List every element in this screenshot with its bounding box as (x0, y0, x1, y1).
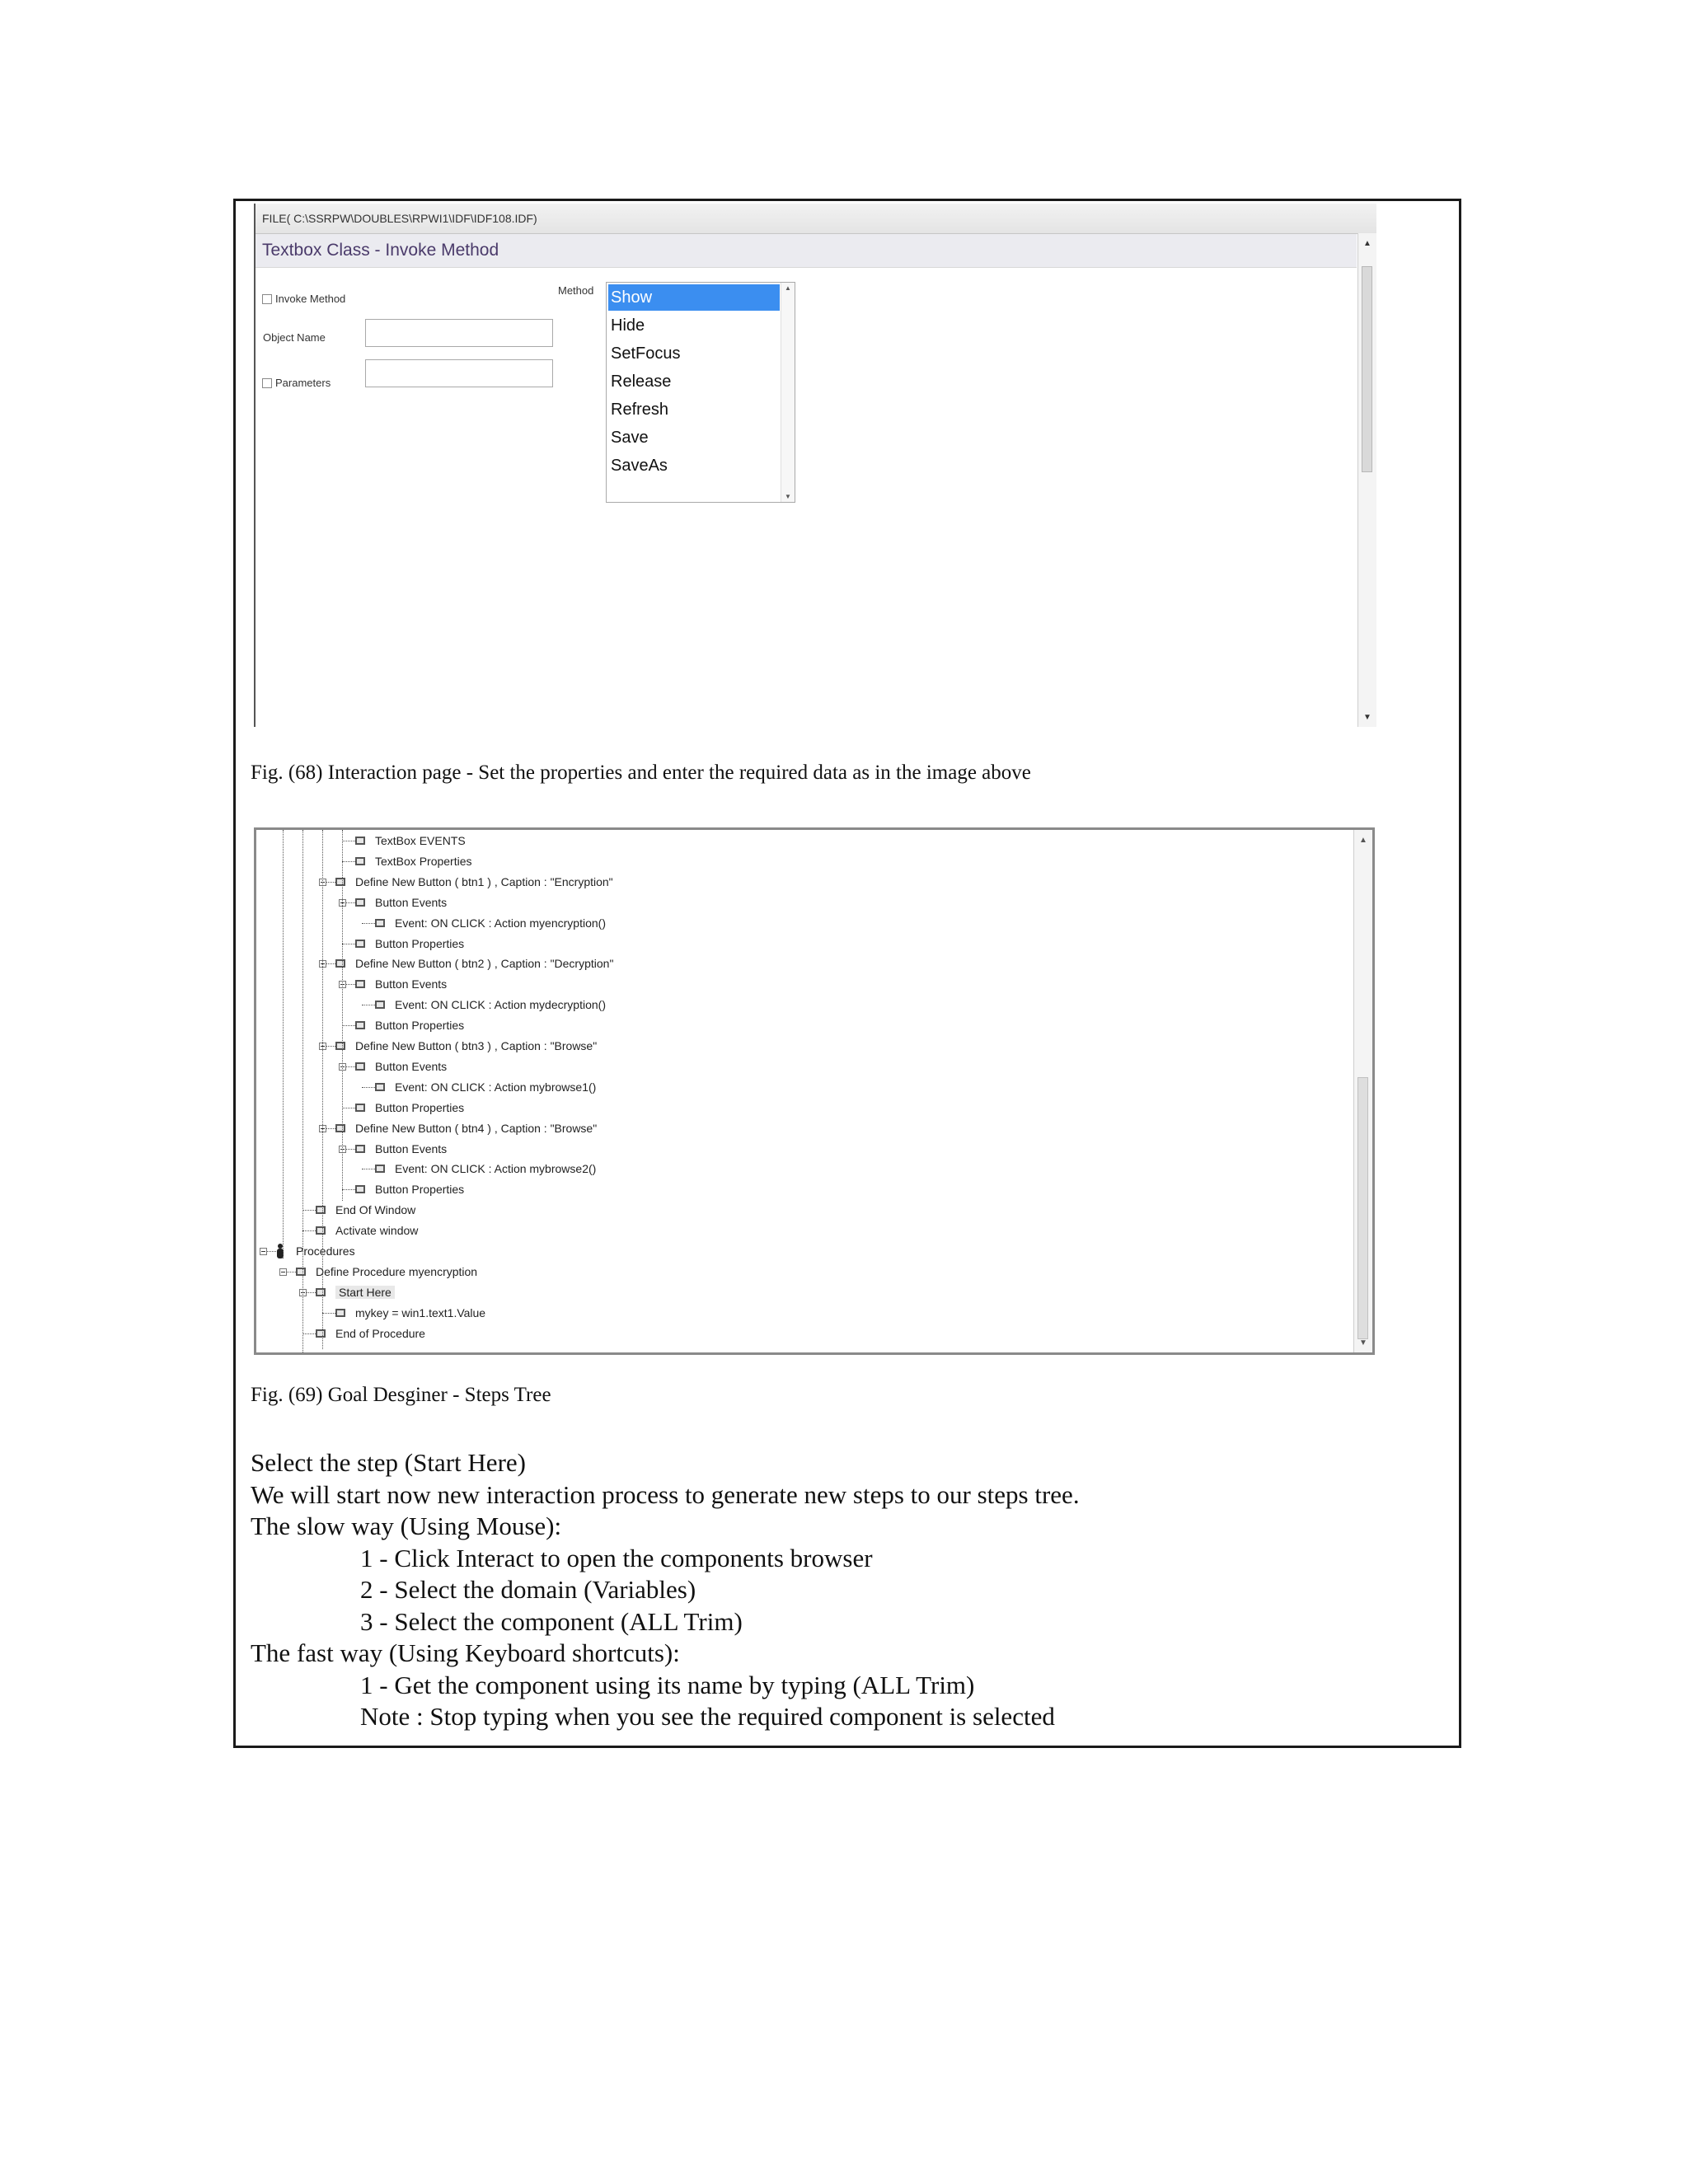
tree-connector (302, 1333, 316, 1334)
tree-guide-line (283, 830, 284, 1258)
scroll-up-icon[interactable]: ▲ (1363, 239, 1372, 248)
collapse-toggle-icon[interactable] (260, 1248, 267, 1255)
tree-node-label: Define New Button ( btn1 ) , Caption : "Encryption" (355, 874, 613, 888)
instructions (251, 1447, 1080, 1733)
scrollbar-thumb[interactable] (1362, 266, 1372, 472)
tree-node-label: Define New Button ( btn3 ) , Caption : "Browse" (355, 1039, 598, 1052)
tree-connector (362, 923, 375, 924)
steps-tree (256, 830, 1354, 1352)
invoke-method-checkbox[interactable] (262, 294, 272, 304)
method-option-saveas[interactable]: SaveAs (611, 457, 668, 475)
tree-node-label: Event: ON CLICK : Action mybrowse1() (395, 1080, 597, 1094)
invoke-method-row (262, 293, 345, 305)
step-node-icon (375, 1083, 385, 1091)
tree-node-label: Button Properties (375, 936, 465, 950)
steps-tree-screenshot (254, 827, 1375, 1355)
tree-node[interactable] (316, 1324, 425, 1343)
tree-node-label: Define New Button ( btn2 ) , Caption : "Decryption" (355, 957, 614, 971)
tree-scrollbar[interactable] (1353, 830, 1372, 1352)
object-name-input[interactable] (365, 319, 553, 347)
step-node-icon (335, 1124, 345, 1132)
tree-node[interactable] (355, 1140, 447, 1158)
tree-node[interactable] (355, 935, 464, 953)
tree-node-label: Procedures (296, 1244, 355, 1258)
tree-node-label: Define New Button ( btn4 ) , Caption : "Browse" (355, 1121, 598, 1135)
tree-node-label: Button Properties (375, 1100, 465, 1114)
tree-guide-line (322, 830, 323, 1349)
method-option-release[interactable]: Release (611, 373, 672, 391)
step-node-icon (316, 1288, 326, 1296)
invoke-method-label: Invoke Method (275, 293, 346, 305)
tree-node[interactable] (355, 1180, 464, 1198)
panel-title: Textbox Class - Invoke Method (256, 234, 1357, 268)
tree-node-label: Button Events (375, 977, 448, 991)
figure-frame (233, 199, 1461, 1748)
tree-node-label: Button Events (375, 1141, 448, 1155)
tree-node[interactable] (375, 996, 606, 1014)
panel-scrollbar[interactable] (1357, 233, 1376, 727)
tree-node[interactable] (316, 1221, 418, 1240)
tree-node-label: Activate window (335, 1224, 419, 1238)
tree-connector (342, 1025, 355, 1026)
object-name-row (263, 331, 326, 344)
tree-connector (302, 1210, 316, 1211)
object-name-label: Object Name (263, 331, 326, 344)
step-node-icon (355, 857, 365, 865)
step-node-icon (316, 1206, 326, 1214)
tree-node[interactable] (335, 873, 613, 891)
step-node-icon (375, 1165, 385, 1173)
fast-way-heading: The fast way (Using Keyboard shortcuts): (251, 1638, 680, 1667)
step-node-icon (355, 837, 365, 845)
tree-node-label: TextBox EVENTS (375, 834, 466, 847)
file-path-bar: FILE( C:\SSRPW\DOUBLES\RPWI1\IDF\IDF108.IDF) (256, 204, 1376, 234)
tree-node[interactable] (276, 1242, 355, 1260)
step-node-icon (355, 1062, 365, 1071)
method-listbox[interactable] (606, 282, 795, 503)
method-option-setfocus[interactable]: SetFocus (611, 344, 681, 363)
step-node-icon (355, 940, 365, 948)
slow-way-heading: The slow way (Using Mouse): (251, 1511, 562, 1540)
step-node-icon (355, 1185, 365, 1193)
tree-node-label: TextBox Properties (375, 854, 472, 868)
tree-node-label: Event: ON CLICK : Action mybrowse2() (395, 1162, 597, 1176)
tree-node-label: Button Properties (375, 1183, 465, 1197)
method-option-hide[interactable]: Hide (611, 316, 645, 335)
method-list-scrollbar[interactable] (781, 283, 795, 502)
step-node-icon (335, 959, 345, 968)
tree-node[interactable] (335, 1119, 597, 1137)
tree-node[interactable] (355, 852, 472, 870)
tree-node[interactable] (335, 1304, 485, 1322)
tree-connector (342, 861, 355, 862)
instruction-intro: We will start now new interaction process to generate new steps to our steps tree. (251, 1479, 1080, 1509)
tree-guide-line (302, 830, 303, 1355)
tree-connector (342, 1189, 355, 1190)
scroll-up-icon[interactable]: ▲ (1359, 836, 1367, 845)
slow-step: 2 - Select the domain (Variables) (360, 1575, 696, 1604)
tree-node-label: Event: ON CLICK : Action mydecryption() (395, 998, 606, 1012)
tree-node[interactable] (316, 1283, 395, 1301)
note: Note : Stop typing when you see the required component is selected (360, 1702, 1055, 1731)
parameters-row (262, 377, 331, 389)
tree-node[interactable] (375, 1160, 596, 1178)
tree-node[interactable] (355, 1016, 464, 1034)
tree-node[interactable] (355, 893, 447, 912)
step-node-icon (355, 980, 365, 988)
tree-node[interactable] (335, 1037, 597, 1055)
step-node-icon (355, 1145, 365, 1153)
tree-node-label: End of Procedure (335, 1326, 425, 1340)
tree-node[interactable] (375, 1078, 596, 1096)
scroll-down-icon[interactable]: ▼ (785, 493, 791, 500)
figure-69-caption: Fig. (69) Goal Desginer - Steps Tree (251, 1384, 551, 1406)
step-node-icon (316, 1329, 326, 1338)
step-node-icon (296, 1268, 306, 1276)
figure-68-caption: Fig. (68) Interaction page - Set the properties and enter the required data as in the image above (251, 762, 1031, 784)
tree-node[interactable] (375, 914, 606, 932)
step-node-icon (375, 1001, 385, 1009)
tree-node-label: Start Here (335, 1286, 395, 1299)
collapse-toggle-icon[interactable] (279, 1268, 287, 1276)
step-node-icon (375, 919, 385, 927)
method-option-save[interactable]: Save (611, 429, 649, 447)
tree-node-label: mykey = win1.text1.Value (355, 1305, 486, 1319)
step-node-icon (335, 878, 345, 886)
tree-node-label: End Of Window (335, 1203, 416, 1217)
step-node-icon (355, 1021, 365, 1029)
tree-node-label: Button Events (375, 1059, 448, 1073)
tree-guide-line (342, 830, 343, 1201)
method-option-refresh[interactable]: Refresh (611, 401, 669, 419)
parameters-label: Parameters (275, 377, 331, 389)
tree-connector (362, 1087, 375, 1088)
slow-step: 3 - Select the component (ALL Trim) (360, 1606, 743, 1636)
tree-connector (302, 1230, 316, 1231)
tree-node[interactable] (355, 975, 447, 993)
instruction-select-step: Select the step (Start Here) (251, 1448, 526, 1477)
scrollbar-thumb[interactable] (1357, 1077, 1368, 1339)
tree-connector (322, 1313, 335, 1314)
slow-step: 1 - Click Interact to open the components browser (360, 1543, 873, 1572)
tree-node[interactable] (355, 832, 466, 850)
tree-node-label: Event: ON CLICK : Action myencryption() (395, 916, 606, 930)
fast-step: 1 - Get the component using its name by typing (ALL Trim) (360, 1670, 975, 1699)
tree-node[interactable] (296, 1263, 477, 1281)
tree-node[interactable] (316, 1201, 415, 1219)
tree-node[interactable] (355, 1057, 447, 1076)
scroll-up-icon[interactable]: ▲ (785, 284, 791, 292)
tree-node-label: Button Properties (375, 1019, 465, 1033)
tree-node[interactable] (335, 954, 613, 972)
scroll-down-icon[interactable]: ▼ (1363, 713, 1372, 722)
tree-node[interactable] (355, 1099, 464, 1117)
scroll-down-icon[interactable]: ▼ (1359, 1338, 1367, 1347)
step-node-icon (335, 1042, 345, 1050)
method-label: Method (558, 284, 594, 297)
parameters-checkbox[interactable] (262, 378, 272, 388)
invoke-method-screenshot (254, 204, 1376, 727)
step-node-icon (355, 1104, 365, 1112)
step-node-icon (355, 898, 365, 907)
parameters-input[interactable] (365, 359, 553, 387)
method-option-show[interactable]: Show (608, 284, 780, 311)
tree-node-label: Define Procedure myencryption (316, 1264, 478, 1278)
tree-node-label: Button Events (375, 895, 448, 909)
step-node-icon (316, 1226, 326, 1235)
step-node-icon (335, 1309, 345, 1317)
